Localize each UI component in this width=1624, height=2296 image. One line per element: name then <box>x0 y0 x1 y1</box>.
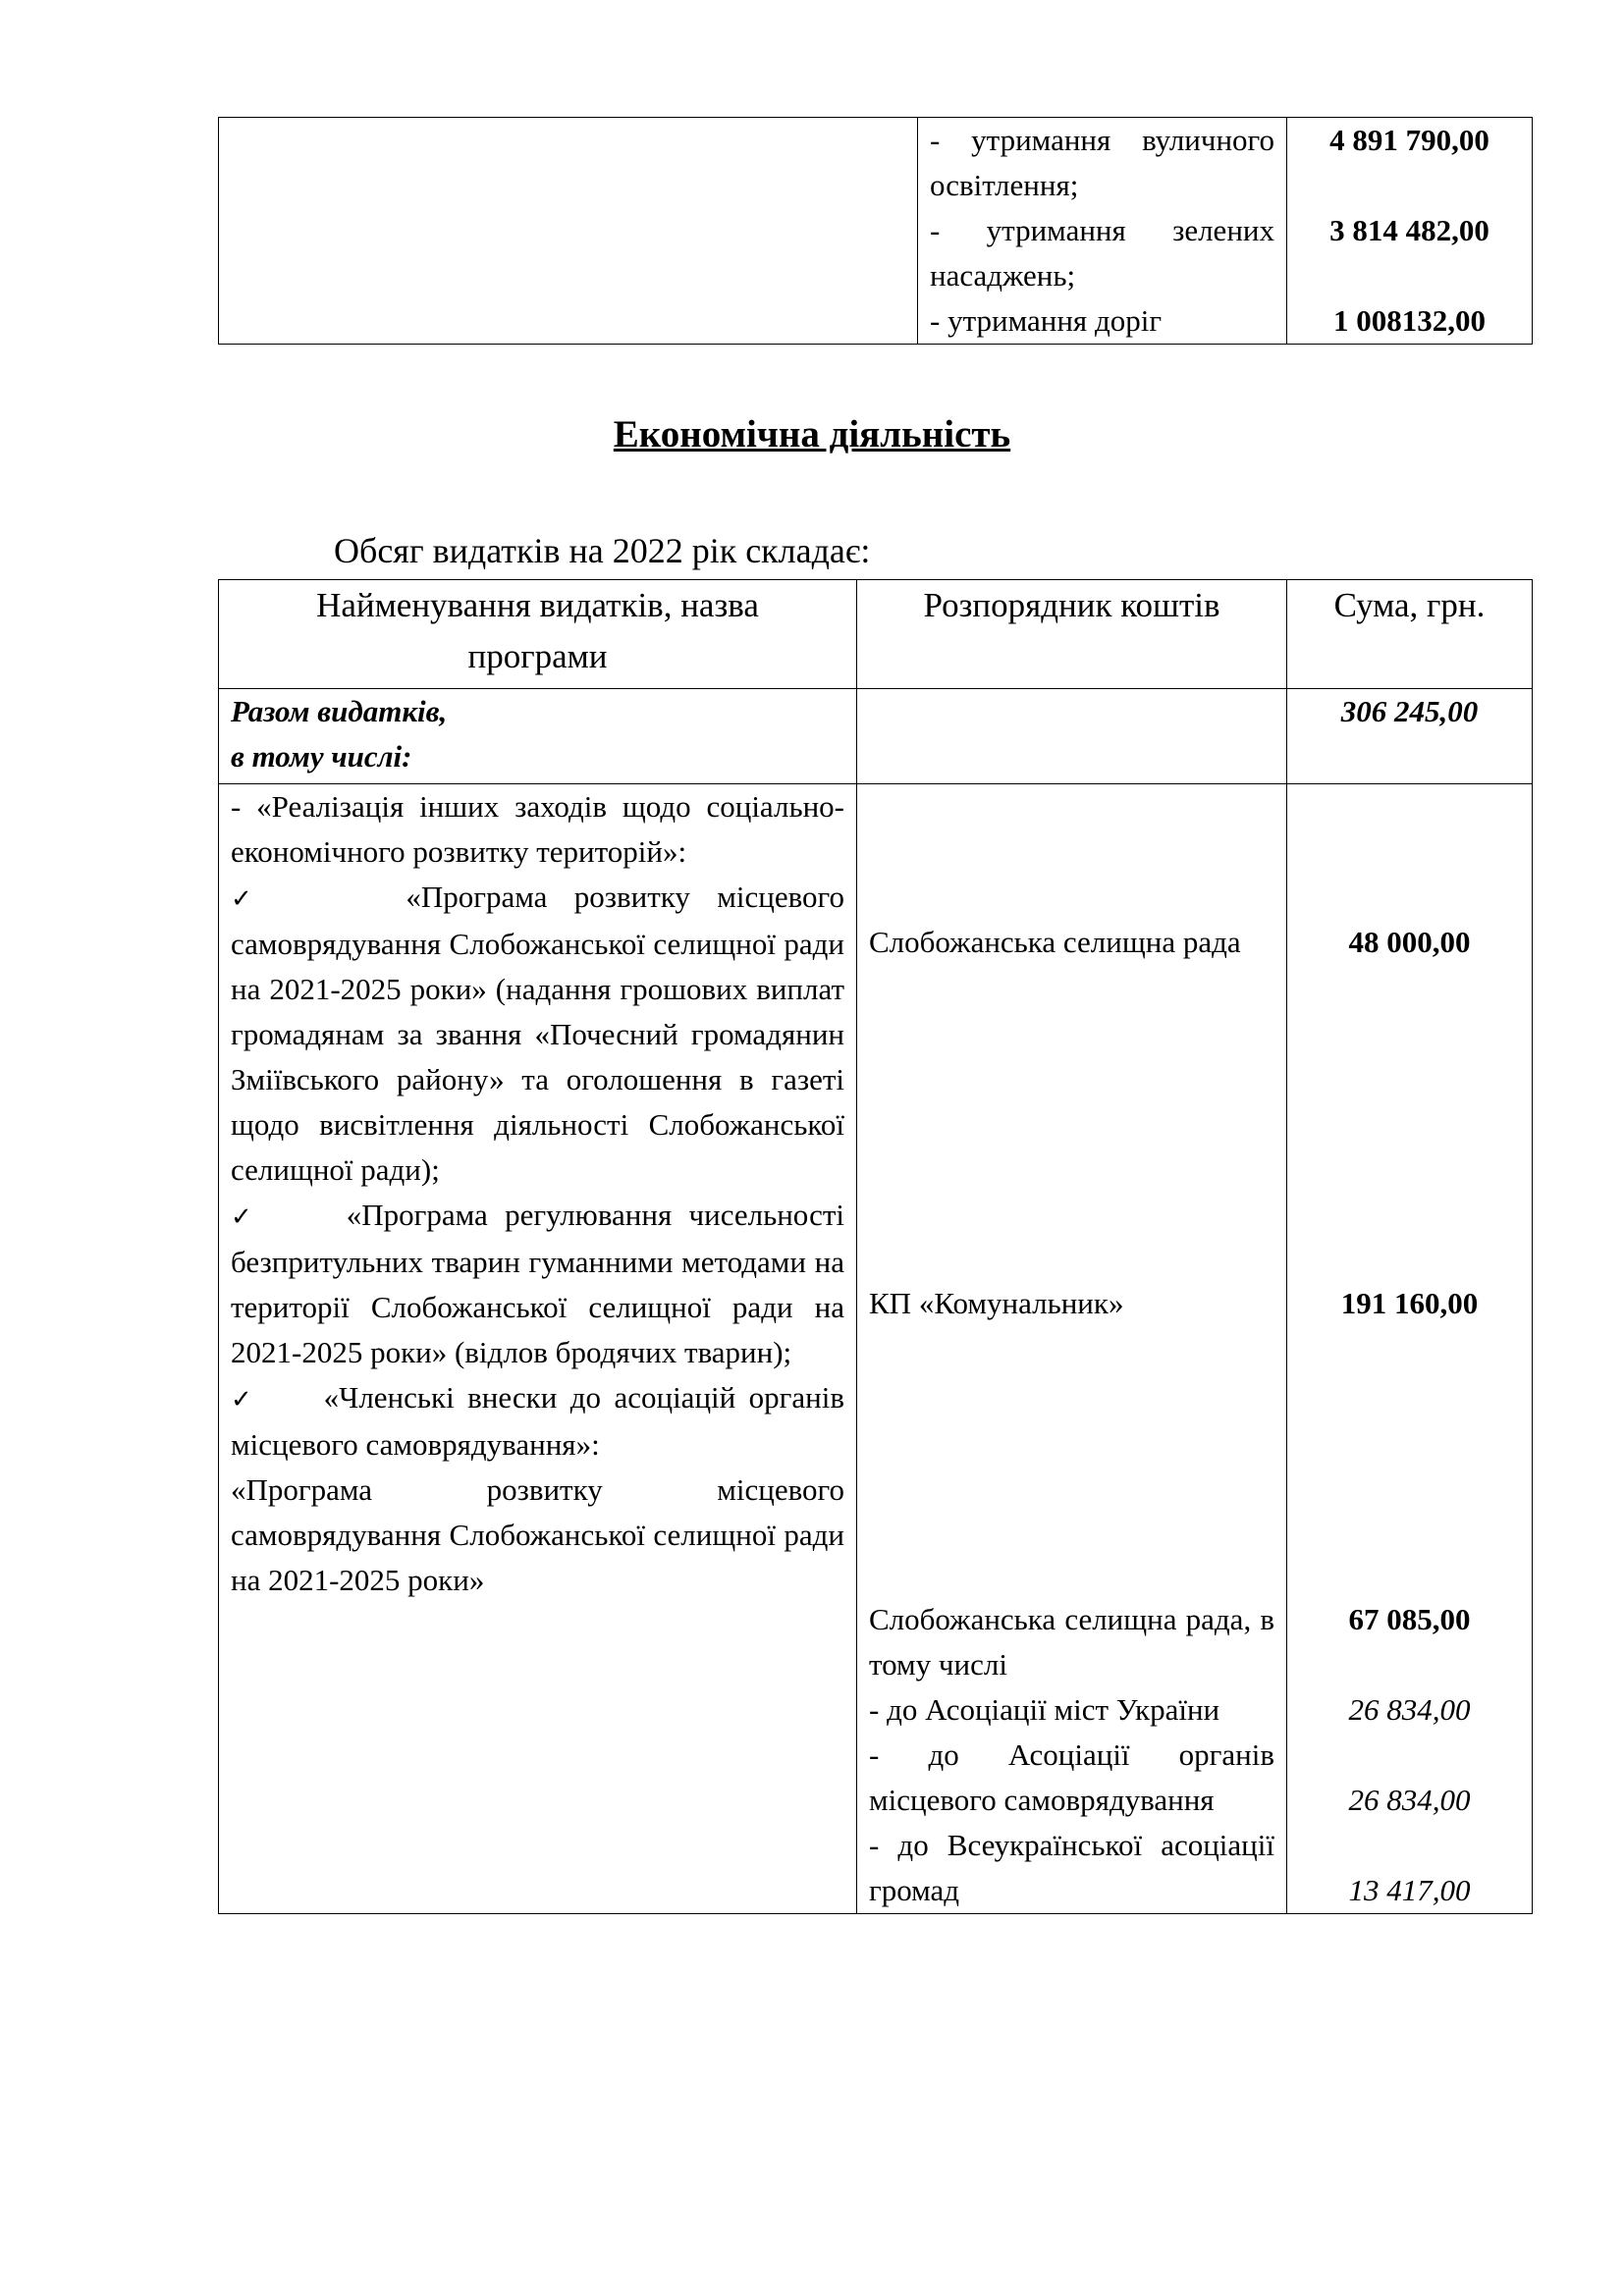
section-heading: Економічна діяльність <box>613 413 1011 455</box>
program-item <box>231 875 844 1193</box>
header-manager: Розпорядник коштів <box>857 580 1287 689</box>
program-text: «Програма розвитку місцевого самоврядування Слобожанської селищної ради на 2021-2025 роки» (надання грошових виплат громадянам за звання «Почесний громадянин Зміївського району» та оголошення в газеті щодо висвітлення діяльності Слобожанської селищної ради); <box>231 880 845 1187</box>
total-amount: 306 245,00 <box>1287 689 1533 784</box>
item-label: освітлення; <box>930 168 1079 202</box>
item-label: - утримання вуличного <box>930 123 1274 157</box>
membership-sub-amount: 13 417,00 <box>1348 1873 1471 1907</box>
total-row <box>219 689 1533 784</box>
program-manager: КП «Комунальник» <box>869 1286 1124 1320</box>
program-amount: 191 160,00 <box>1340 1286 1479 1320</box>
header-sum: Сума, грн. <box>1287 580 1533 689</box>
table-row <box>219 118 1533 345</box>
item-labels-cell <box>918 118 1287 345</box>
intro-item: - «Реалізація інших заходів щодо соціально-економічного розвитку територій»: <box>231 789 844 869</box>
amounts-cell <box>1287 784 1533 1914</box>
total-label-cell <box>219 689 857 784</box>
membership-manager: Слобожанська селищна рада, в тому числі <box>869 1602 1274 1682</box>
program-text: «Програма регулювання чисельності безпритульних тварин гуманними методами на території Слобожанської селищної ради на 2021-2025 роки» (відлов бродячих тварин); <box>231 1198 844 1369</box>
membership-amount: 67 085,00 <box>1348 1602 1471 1636</box>
membership-program: «Програма розвитку місцевого самоврядування Слобожанської селищної ради на 2021-2025 роки» <box>231 1472 844 1597</box>
item-amount: 3 814 482,00 <box>1329 213 1489 247</box>
membership-sub: - до Асоціації органів місцевого самоврядування <box>869 1737 1274 1817</box>
continued-expenses-table <box>218 117 1533 345</box>
header-name: Найменування видатків, назва програми <box>219 580 857 689</box>
table-header-row <box>219 580 1533 689</box>
checkmark-icon: ✓ <box>231 1385 258 1415</box>
item-amount: 4 891 790,00 <box>1329 123 1489 157</box>
checkmark-icon: ✓ <box>231 1202 262 1232</box>
program-amount: 48 000,00 <box>1348 925 1471 959</box>
checkmark-icon: ✓ <box>231 884 272 914</box>
item-label: насаджень; <box>930 258 1076 293</box>
program-text: «Членські внески до асоціацій органів місцевого самоврядування»: <box>231 1380 844 1462</box>
table-row <box>219 784 1533 1914</box>
item-label: - утримання зелених <box>930 213 1274 247</box>
membership-sub: - до Всеукраїнської асоціації громад <box>869 1828 1274 1907</box>
expenses-table <box>218 579 1533 1914</box>
membership-sub-amount: 26 834,00 <box>1348 1783 1471 1817</box>
item-label: - утримання доріг <box>930 303 1163 338</box>
item-amounts-cell <box>1287 118 1533 345</box>
managers-cell <box>857 784 1287 1914</box>
program-manager: Слобожанська селищна рада <box>869 925 1241 959</box>
empty-cell <box>219 118 918 345</box>
programs-cell <box>219 784 857 1914</box>
intro-text: Обсяг видатків на 2022 рік складає: <box>334 531 871 570</box>
program-item <box>231 1193 844 1375</box>
total-label: Разом видатків, <box>231 694 448 728</box>
total-sublabel: в тому числі: <box>231 739 412 774</box>
membership-sub: - до Асоціації міст України <box>869 1692 1220 1727</box>
item-amount: 1 008132,00 <box>1333 303 1486 338</box>
program-item <box>231 1375 844 1468</box>
membership-sub-amount: 26 834,00 <box>1348 1692 1471 1727</box>
total-manager-cell <box>857 689 1287 784</box>
